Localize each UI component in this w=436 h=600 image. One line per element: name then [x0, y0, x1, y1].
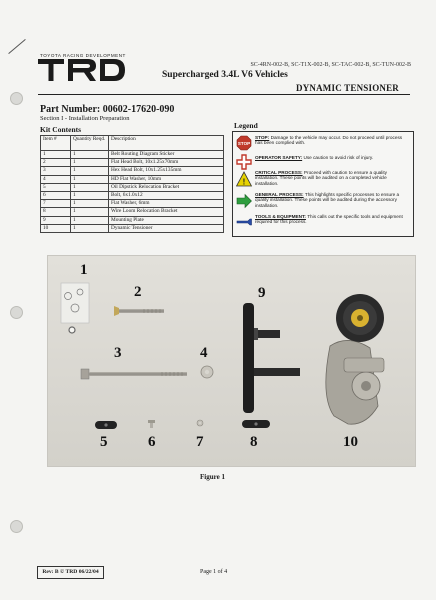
legend-text: Damage to the vehicle may occur. Do not proceed until process has been complied with. [255, 135, 403, 146]
product-title: DYNAMIC TENSIONER [296, 83, 399, 93]
table-header-row [41, 136, 224, 151]
kit-parts-photo [47, 255, 416, 467]
table-row [41, 183, 224, 191]
header-rule [38, 94, 410, 95]
item-cell: 9 [41, 216, 71, 224]
kit-contents-title: Kit Contents [40, 125, 82, 134]
desc-cell: Bolt, 6x1.0x12 [109, 191, 224, 199]
legend-text: Use caution to avoid risk of injury. [303, 155, 374, 160]
red-cross-icon [236, 154, 252, 170]
legend-label: CRITICAL PROCESS: [255, 170, 303, 175]
figure-caption: Figure 1 [200, 473, 225, 481]
vehicles-title: Supercharged 3.4L V6 Vehicles [162, 70, 288, 80]
table-row [41, 224, 224, 232]
legend-box [232, 131, 414, 237]
column-header-qty: Quantity Reqd. [71, 136, 109, 151]
desc-cell: Flat Head Bolt, 10x1.25x70mm [109, 159, 224, 167]
item-cell: 3 [41, 167, 71, 175]
desc-cell: Flat Washer, 6mm [109, 200, 224, 208]
table-row [41, 159, 224, 167]
svg-text:STOP: STOP [237, 141, 251, 146]
wrench-icon [236, 214, 252, 230]
qty-cell: 1 [71, 159, 109, 167]
part-number: Part Number: 00602-17620-090 [40, 104, 175, 115]
trd-logo [38, 58, 126, 82]
warning-triangle-icon [236, 171, 252, 187]
table-row [41, 167, 224, 175]
callout-7: 7 [196, 434, 204, 450]
qty-cell: 1 [71, 151, 109, 159]
kit-contents-table [40, 135, 224, 233]
desc-cell: Mounting Plate [109, 216, 224, 224]
callout-2: 2 [134, 284, 142, 300]
callout-6: 6 [148, 434, 156, 450]
qty-cell: 1 [71, 183, 109, 191]
callout-4: 4 [200, 345, 208, 361]
legend-item-stop [255, 135, 409, 146]
desc-cell: Oil Dipstick Relocation Bracket [109, 183, 224, 191]
legend-text: This calls out the specific tools and equipment required for this process. [255, 214, 403, 225]
legend-label: OPERATOR SAFETY: [255, 155, 303, 160]
qty-cell: 1 [71, 200, 109, 208]
binder-hole [10, 520, 23, 533]
column-header-description: Description [109, 136, 224, 151]
table-row [41, 208, 224, 216]
qty-cell: 1 [71, 216, 109, 224]
table-row [41, 200, 224, 208]
section-title: Section I - Installation Preparation [40, 115, 130, 122]
legend-title: Legend [234, 121, 258, 130]
desc-cell: Belt Routing Diagram Sticker [109, 151, 224, 159]
item-cell: 6 [41, 191, 71, 199]
svg-text:!: ! [242, 177, 246, 187]
qty-cell: 1 [71, 175, 109, 183]
item-cell: 10 [41, 224, 71, 232]
callout-9: 9 [258, 285, 266, 301]
callout-5: 5 [100, 434, 108, 450]
table-row [41, 175, 224, 183]
item-cell: 2 [41, 159, 71, 167]
callout-1: 1 [80, 262, 88, 278]
qty-cell: 1 [71, 224, 109, 232]
table-row [41, 191, 224, 199]
brand-tagline: TOYOTA RACING DEVELOPMENT [40, 53, 126, 58]
legend-item-general-process [255, 192, 409, 208]
callout-3: 3 [114, 345, 122, 361]
desc-cell: Hex Head Bolt, 10x1.25x135mm [109, 167, 224, 175]
item-cell: 1 [41, 151, 71, 159]
model-codes: SC-4RN-002-B, SC-T1X-002-B, SC-TAC-002-B, SC-TUN-002-B [250, 62, 411, 68]
legend-item-operator-safety [255, 155, 409, 160]
table-row [41, 216, 224, 224]
revision-box: Rev: B © TRD 06/22/04 [37, 566, 104, 579]
desc-cell: Dynamic Tensioner [109, 224, 224, 232]
qty-cell: 1 [71, 167, 109, 175]
binder-hole [10, 306, 23, 319]
item-cell: 8 [41, 208, 71, 216]
legend-item-tools-equipment [255, 214, 409, 225]
legend-label: STOP: [255, 135, 270, 140]
hd-flat-washer [201, 366, 213, 378]
legend-label: TOOLS & EQUIPMENT: [255, 214, 306, 219]
qty-cell: 1 [71, 191, 109, 199]
item-cell: 4 [41, 175, 71, 183]
column-header-item: Item # [41, 136, 71, 151]
qty-cell: 1 [71, 208, 109, 216]
green-arrow-icon [236, 193, 252, 209]
callout-8: 8 [250, 434, 258, 450]
item-cell: 5 [41, 183, 71, 191]
binder-hole [10, 92, 23, 105]
legend-label: GENERAL PROCESS: [255, 192, 304, 197]
small-flat-washer [197, 420, 203, 426]
stop-sign-icon [236, 135, 252, 151]
wire-loom-bracket [242, 420, 270, 428]
table-row [41, 151, 224, 159]
page-number: Page 1 of 4 [200, 569, 228, 575]
legend-item-critical-process [255, 170, 409, 186]
item-cell: 7 [41, 200, 71, 208]
dipstick-relocation-bracket [95, 421, 117, 429]
legend-text: This highlights specific processes to ensure a quality installation. These points will be audited during the accessory installation. [255, 192, 400, 208]
desc-cell: Wire Loom Relocation Bracket [109, 208, 224, 216]
legend-text: Proceed with caution to ensure a quality installation. These points will be audited on a completed vehicle installation. [255, 170, 388, 186]
callout-10: 10 [343, 434, 358, 450]
desc-cell: HD Flat Washer, 10mm [109, 175, 224, 183]
pen-mark [8, 39, 25, 54]
